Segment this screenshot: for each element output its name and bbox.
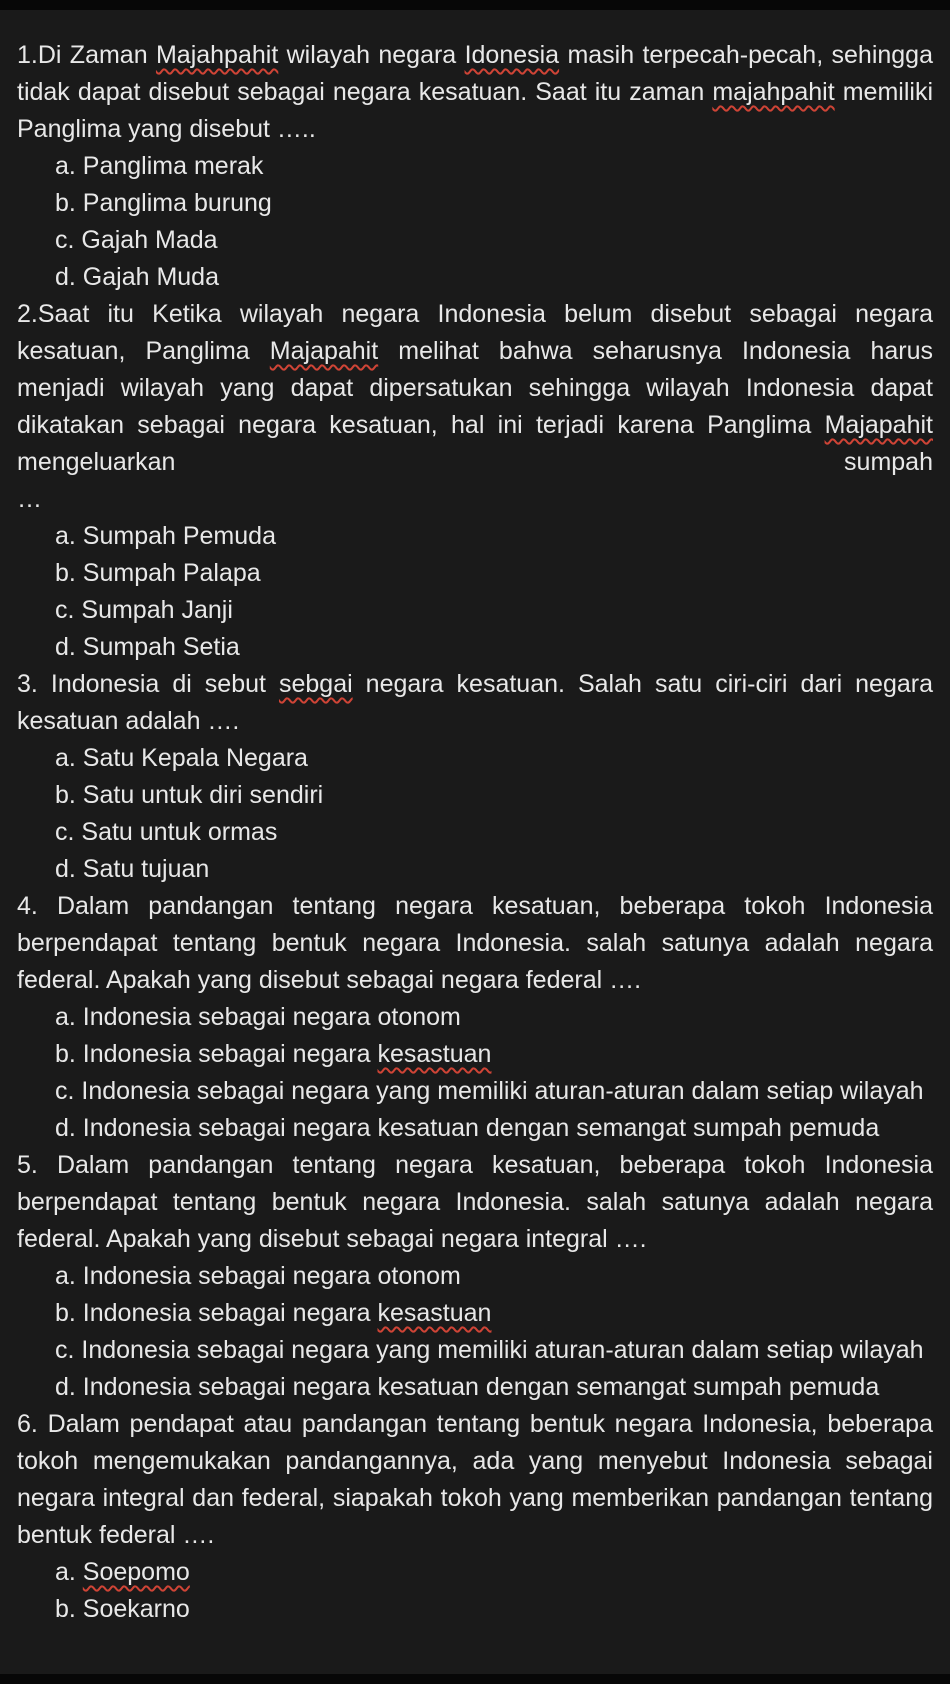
option-line — [55, 1036, 933, 1073]
misspelled-word[interactable]: kesastuan — [377, 1299, 492, 1327]
option-line — [55, 851, 933, 888]
text-run: a. Satu Kepala Negara — [55, 744, 308, 772]
text-run: b. Soekarno — [55, 1595, 190, 1623]
question-text — [17, 1406, 933, 1554]
text-run: melihat bahwa seharusnya Indonesia harus menjadi wilayah yang dapat dipersatukan sehingga wilayah Indonesia dapat dikatakan sebagai negara kesatuan, hal ini terjadi karena Panglima — [17, 337, 933, 439]
question-block — [17, 888, 933, 1147]
option-line — [55, 1295, 933, 1332]
option-line — [55, 1369, 933, 1406]
text-run: b. Satu untuk diri sendiri — [55, 781, 324, 809]
option-line — [55, 1554, 933, 1591]
text-run: a. Indonesia sebagai negara otonom — [55, 1003, 461, 1031]
option-line — [55, 1110, 933, 1147]
text-run: b. Sumpah Palapa — [55, 559, 261, 587]
question-text — [17, 666, 933, 740]
misspelled-word[interactable]: Majahpahit — [155, 41, 279, 69]
option-line — [55, 259, 933, 296]
option-line — [55, 814, 933, 851]
misspelled-word[interactable]: kesastuan — [377, 1040, 492, 1068]
text-run: masih terpecah-pecah, sehingga tidak dapat disebut sebagai negara kesatuan. Saat itu zaman — [17, 41, 933, 106]
text-run: 1.Di Zaman — [17, 41, 156, 69]
text-run: b. Indonesia sebagai negara — [55, 1299, 378, 1327]
option-line — [55, 592, 933, 629]
option-line — [55, 629, 933, 666]
text-run: b. Panglima burung — [55, 189, 272, 217]
text-run: memiliki Panglima yang disebut ….. — [17, 78, 933, 143]
text-run: c. Sumpah Janji — [55, 596, 233, 624]
option-line — [55, 1073, 933, 1110]
misspelled-word[interactable]: Soepomo — [82, 1558, 190, 1586]
option-line — [55, 518, 933, 555]
question-text — [17, 296, 933, 518]
question-block — [17, 37, 933, 296]
text-run: c. Indonesia sebagai negara yang memiliki aturan-aturan dalam setiap wilayah — [55, 1077, 924, 1105]
option-line — [55, 1591, 933, 1628]
app-background-bottom — [0, 1674, 950, 1684]
option-line — [55, 999, 933, 1036]
question-text — [17, 888, 933, 999]
text-run: 3. Indonesia di sebut — [17, 670, 279, 698]
question-block — [17, 1147, 933, 1406]
question-block — [17, 296, 933, 666]
text-run: negara kesatuan. Salah satu ciri-ciri dari negara kesatuan adalah …. — [17, 670, 933, 735]
text-run: d. Satu tujuan — [55, 855, 210, 883]
option-line — [55, 777, 933, 814]
text-run: c. Gajah Mada — [55, 226, 218, 254]
question-text — [17, 1147, 933, 1258]
misspelled-word[interactable]: Idonesia — [464, 41, 560, 69]
text-run: a. Indonesia sebagai negara otonom — [55, 1262, 461, 1290]
text-run: a. Sumpah Pemuda — [55, 522, 276, 550]
option-line — [55, 740, 933, 777]
option-line — [55, 148, 933, 185]
text-run: mengeluarkan sumpah — [17, 448, 933, 476]
question-text — [17, 37, 933, 148]
misspelled-word[interactable]: sebgai — [278, 670, 353, 698]
option-line — [55, 1258, 933, 1295]
misspelled-word[interactable]: Majapahit — [824, 411, 933, 439]
text-run: wilayah negara — [278, 41, 465, 69]
text-run: c. Indonesia sebagai negara yang memiliki aturan-aturan dalam setiap wilayah — [55, 1336, 924, 1364]
text-run: 5. Dalam pandangan tentang negara kesatuan, beberapa tokoh Indonesia berpendapat tentang bentuk negara Indonesia. salah satunya adalah negara federal. Apakah yang disebut sebagai negara integral …. — [17, 1151, 933, 1253]
option-line — [55, 222, 933, 259]
text-run: d. Gajah Muda — [55, 263, 219, 291]
text-run: a. — [55, 1558, 83, 1586]
text-run: 6. Dalam pendapat atau pandangan tentang bentuk negara Indonesia, beberapa tokoh mengemukakan pandangannya, ada yang menyebut Indonesia sebagai negara integral dan federal, siapakah tokoh yang memberikan pandangan tentang bentuk federal …. — [17, 1410, 933, 1549]
text-run: a. Panglima merak — [55, 152, 264, 180]
option-line — [55, 1332, 933, 1369]
text-run: d. Sumpah Setia — [55, 633, 240, 661]
misspelled-word[interactable]: Majapahit — [269, 337, 379, 365]
document-page[interactable] — [0, 10, 950, 1674]
text-run: 4. Dalam pandangan tentang negara kesatuan, beberapa tokoh Indonesia berpendapat tentang bentuk negara Indonesia. salah satunya adalah negara federal. Apakah yang disebut sebagai negara federal …. — [17, 892, 933, 994]
option-line — [55, 555, 933, 592]
option-line — [55, 185, 933, 222]
text-run: d. Indonesia sebagai negara kesatuan dengan semangat sumpah pemuda — [55, 1114, 880, 1142]
text-run: d. Indonesia sebagai negara kesatuan dengan semangat sumpah pemuda — [55, 1373, 880, 1401]
text-run: 2.Saat itu Ketika wilayah negara Indonesia belum disebut sebagai negara kesatuan, Panglima — [17, 300, 933, 365]
text-run: b. Indonesia sebagai negara — [55, 1040, 378, 1068]
text-run: c. Satu untuk ormas — [55, 818, 278, 846]
question-block — [17, 1406, 933, 1628]
question-block — [17, 666, 933, 888]
app-background-top — [0, 0, 950, 10]
misspelled-word[interactable]: majahpahit — [712, 78, 835, 106]
text-run: … — [17, 485, 42, 513]
